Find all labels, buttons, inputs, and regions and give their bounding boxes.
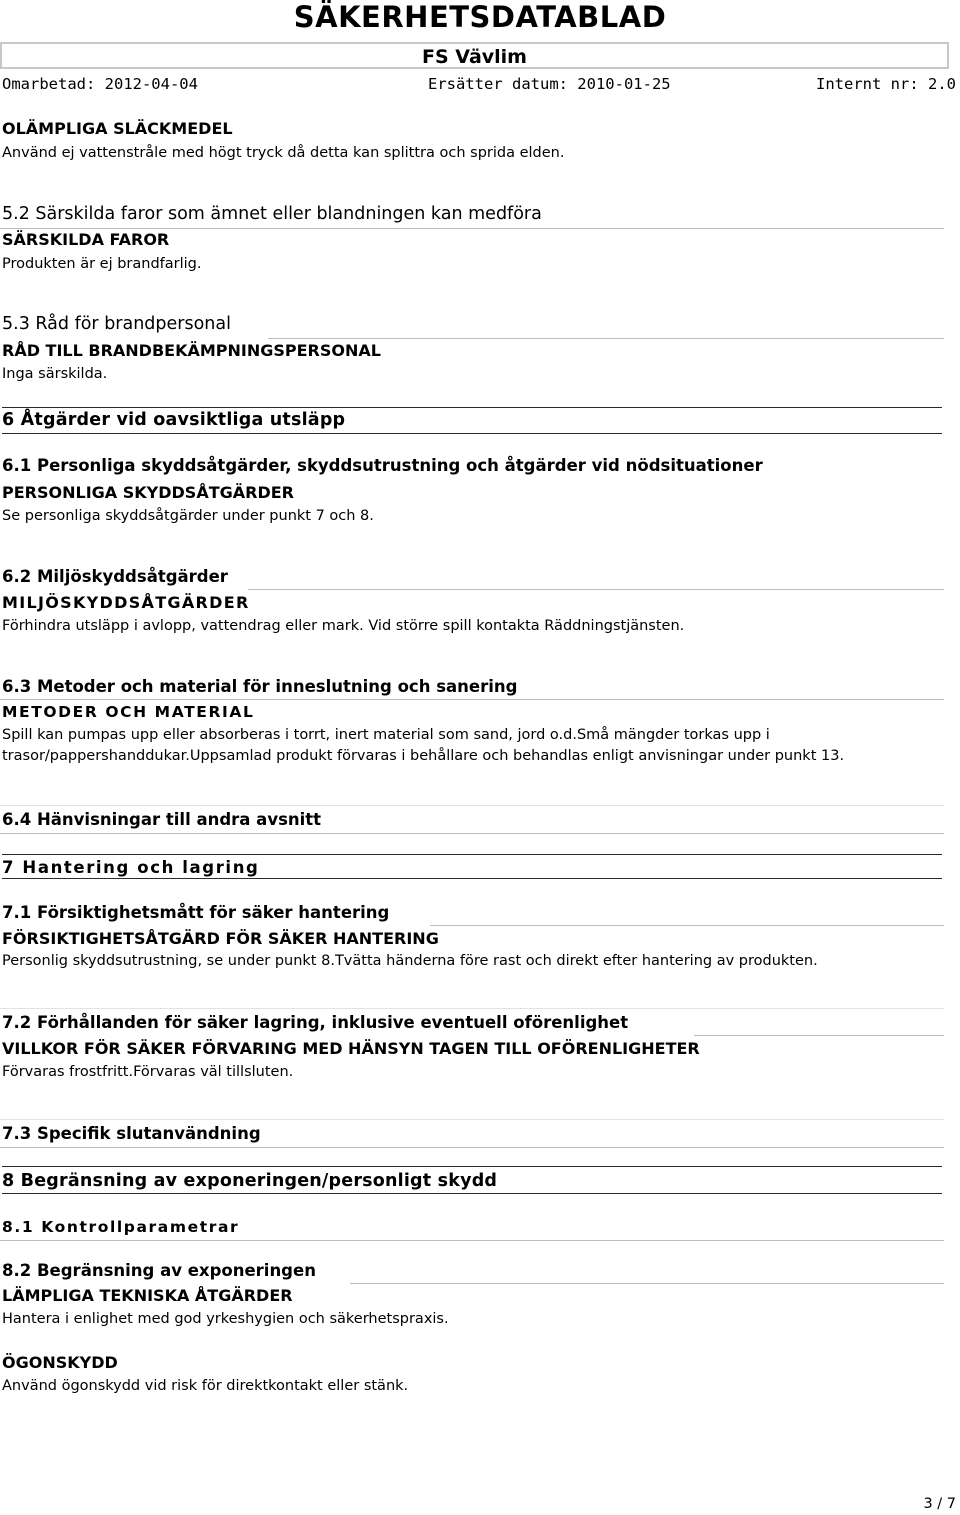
section-7-1-title: 7.1 Försiktighetsmått för säker hantering bbox=[2, 903, 390, 922]
section-7-2-title: 7.2 Förhållanden för säker lagring, inklusive eventuell oförenlighet bbox=[2, 1013, 629, 1032]
section-6-2-underline bbox=[248, 589, 944, 590]
special-hazards-text: Produkten är ej brandfarlig. bbox=[2, 256, 202, 272]
containment-methods-label: METODER OCH MATERIAL bbox=[2, 703, 255, 721]
section-6-3-underline bbox=[0, 699, 944, 700]
section-8-1-underline bbox=[0, 1240, 944, 1241]
special-hazards-label: SÄRSKILDA FAROR bbox=[2, 230, 170, 249]
section-7-3-underline bbox=[0, 1147, 944, 1148]
safe-storage-text: Förvaras frostfritt.Förvaras väl tillsluten. bbox=[2, 1064, 294, 1080]
section-7-3-top-rule bbox=[0, 1119, 944, 1120]
meta-row bbox=[2, 75, 956, 97]
eye-protection-label: ÖGONSKYDD bbox=[2, 1353, 118, 1372]
section-6-4-title: 6.4 Hänvisningar till andra avsnitt bbox=[2, 810, 322, 829]
containment-methods-text-2: trasor/pappershanddukar.Uppsamlad produkt förvaras i behållare och behandlas enligt anvisningar under punkt 13. bbox=[2, 748, 845, 764]
personal-precautions-label: PERSONLIGA SKYDDSÅTGÄRDER bbox=[2, 483, 294, 502]
section-8-top-rule bbox=[2, 1166, 942, 1167]
section-6-3-title: 6.3 Metoder och material för inneslutning och sanering bbox=[2, 677, 518, 696]
section-6-title: 6 Åtgärder vid oavsiktliga utsläpp bbox=[2, 410, 346, 430]
environmental-precautions-label: MILJÖSKYDDSÅTGÄRDER bbox=[2, 593, 250, 612]
document-title: SÄKERHETSDATABLAD bbox=[293, 0, 667, 34]
section-6-top-rule bbox=[2, 407, 942, 408]
replaces-date: Ersätter datum: 2010-01-25 bbox=[428, 75, 671, 93]
section-8-bottom-rule bbox=[2, 1193, 942, 1194]
firefighter-advice-label: RÅD TILL BRANDBEKÄMPNINGSPERSONAL bbox=[2, 341, 381, 360]
unsuitable-extinguishing-text: Använd ej vattenstråle med högt tryck då detta kan splittra och sprida elden. bbox=[2, 145, 565, 161]
safe-handling-text: Personlig skyddsutrustning, se under punkt 8.Tvätta händerna före rast och direkt efter hantering av produkten. bbox=[2, 953, 818, 969]
section-8-title: 8 Begränsning av exponeringen/personligt skydd bbox=[2, 1171, 498, 1191]
firefighter-advice-text: Inga särskilda. bbox=[2, 366, 108, 382]
revised-date: Omarbetad: 2012-04-04 bbox=[2, 75, 198, 93]
section-7-3-title: 7.3 Specifik slutanvändning bbox=[2, 1124, 261, 1143]
internal-number: Internt nr: 2.0 bbox=[816, 75, 956, 93]
section-6-2-title: 6.2 Miljöskyddsåtgärder bbox=[2, 567, 228, 586]
section-8-2-underline bbox=[350, 1283, 944, 1284]
section-6-4-top-rule bbox=[0, 805, 944, 806]
containment-methods-text-1: Spill kan pumpas upp eller absorberas i torrt, inert material som sand, jord o.d.Små mängder torkas upp i bbox=[2, 727, 770, 743]
eye-protection-text: Använd ögonskydd vid risk för direktkontakt eller stänk. bbox=[2, 1378, 409, 1394]
section-5-2-title: 5.2 Särskilda faror som ämnet eller blandningen kan medföra bbox=[2, 204, 542, 224]
safe-storage-label: VILLKOR FÖR SÄKER FÖRVARING MED HÄNSYN TAGEN TILL OFÖRENLIGHETER bbox=[2, 1039, 700, 1058]
page-number: 3 / 7 bbox=[923, 1496, 956, 1512]
section-6-bottom-rule bbox=[2, 433, 942, 434]
section-6-1-title: 6.1 Personliga skyddsåtgärder, skyddsutrustning och åtgärder vid nödsituationer bbox=[2, 456, 763, 475]
unsuitable-extinguishing-label: OLÄMPLIGA SLÄCKMEDEL bbox=[2, 119, 233, 138]
section-7-2-underline bbox=[694, 1035, 944, 1036]
section-7-1-underline bbox=[430, 925, 944, 926]
engineering-controls-label: LÄMPLIGA TEKNISKA ÅTGÄRDER bbox=[2, 1286, 293, 1305]
section-5-3-title: 5.3 Råd för brandpersonal bbox=[2, 314, 231, 334]
section-8-1-title: 8.1 Kontrollparametrar bbox=[2, 1218, 240, 1236]
section-7-top-rule bbox=[2, 854, 942, 855]
section-6-4-underline bbox=[0, 833, 944, 834]
section-7-bottom-rule bbox=[2, 878, 942, 879]
section-5-3-underline bbox=[268, 338, 944, 339]
product-name: FS Vävlim bbox=[0, 42, 949, 69]
environmental-precautions-text: Förhindra utsläpp i avlopp, vattendrag eller mark. Vid större spill kontakta Räddningstjänsten. bbox=[2, 618, 685, 634]
personal-precautions-text: Se personliga skyddsåtgärder under punkt 7 och 8. bbox=[2, 508, 374, 524]
section-7-title: 7 Hantering och lagring bbox=[2, 858, 260, 877]
section-5-2-underline bbox=[0, 228, 944, 229]
safe-handling-label: FÖRSIKTIGHETSÅTGÄRD FÖR SÄKER HANTERING bbox=[2, 929, 439, 948]
engineering-controls-text: Hantera i enlighet med god yrkeshygien och säkerhetspraxis. bbox=[2, 1311, 449, 1327]
section-7-2-top-rule bbox=[0, 1008, 944, 1009]
section-8-2-title: 8.2 Begränsning av exponeringen bbox=[2, 1261, 316, 1280]
